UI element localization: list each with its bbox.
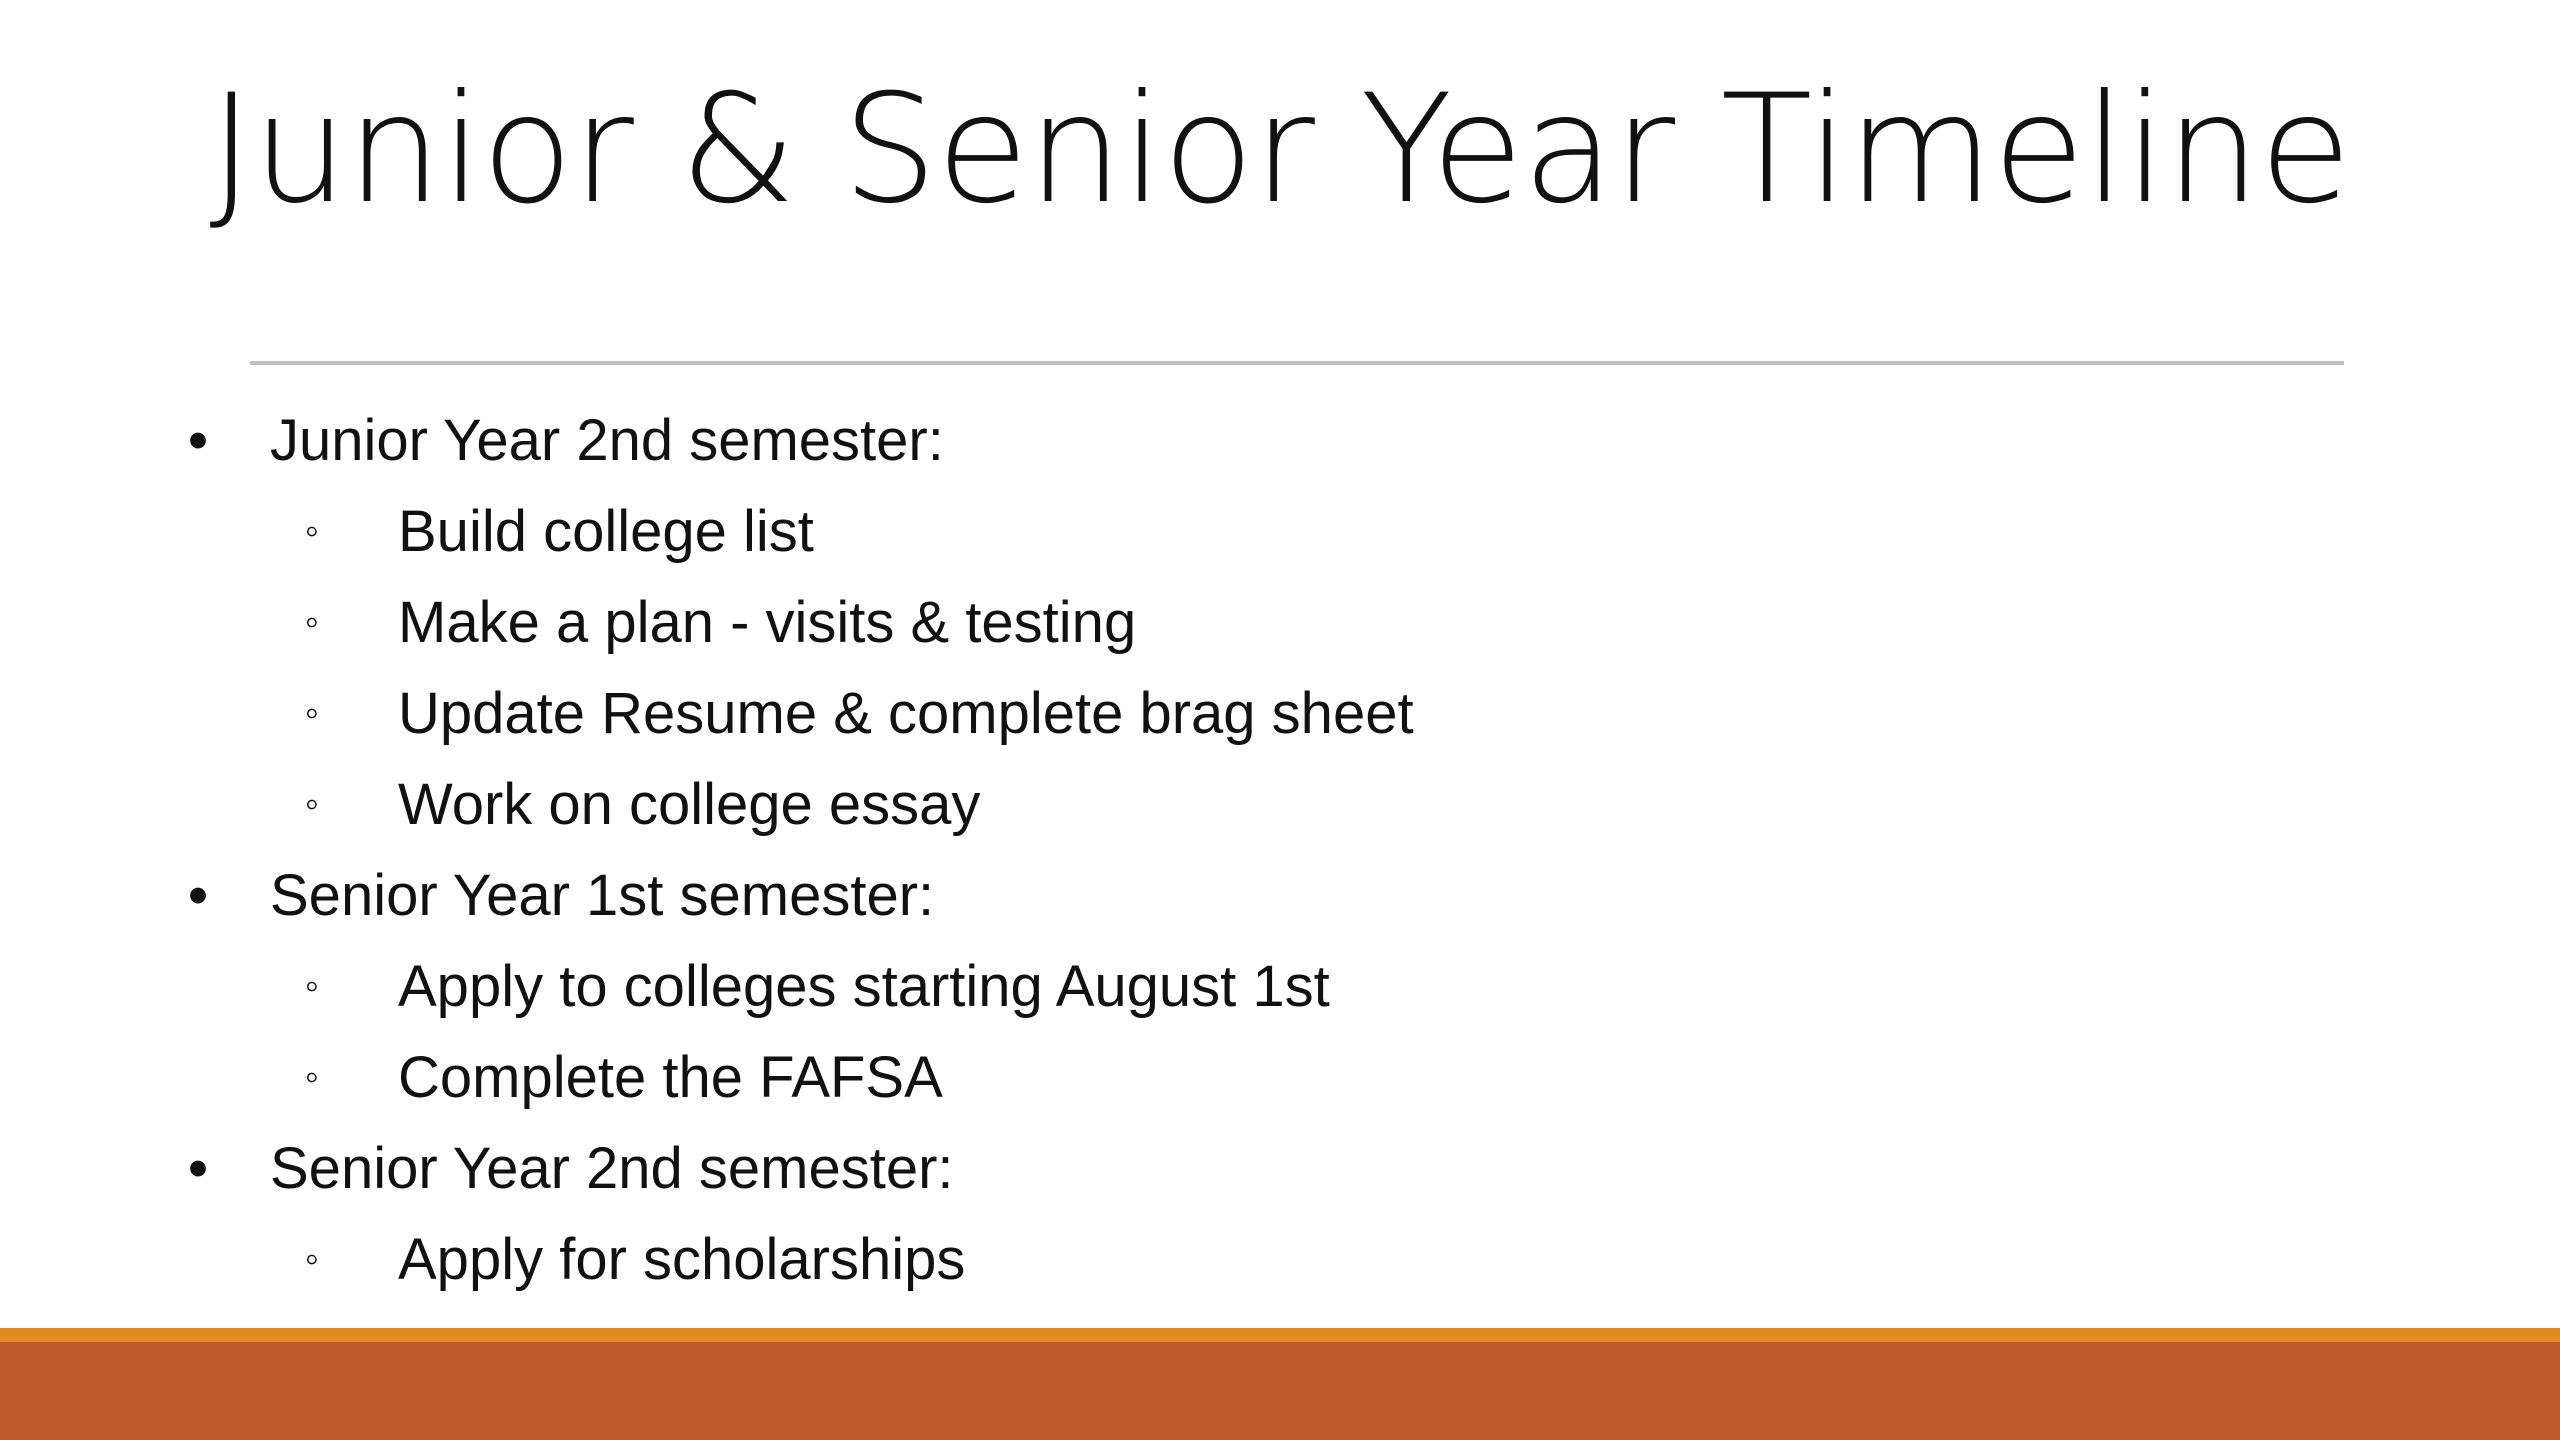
list-item-text: Complete the FAFSA <box>398 1045 943 1110</box>
section-junior-2nd-semester <box>0 395 2560 486</box>
sub-bullet-icon: ◦ <box>304 691 320 735</box>
sub-bullet-icon: ◦ <box>304 1237 320 1281</box>
list-item-text: Update Resume & complete brag sheet <box>398 681 1414 746</box>
list-item-text: Apply to colleges starting August 1st <box>398 954 1330 1019</box>
section-label: Senior Year 2nd semester: <box>270 1136 954 1201</box>
footer-accent-stripe <box>0 1328 2560 1342</box>
sub-bullet-icon: ◦ <box>304 600 320 644</box>
list-item <box>0 486 2560 577</box>
title-divider <box>250 361 2344 365</box>
slide-title: Junior & Senior Year Timeline <box>209 63 2351 237</box>
list-item <box>0 668 2560 759</box>
section-senior-2nd-semester <box>0 1123 2560 1214</box>
footer-bar <box>0 1342 2560 1440</box>
bullet-icon: • <box>187 863 209 928</box>
list-item <box>0 577 2560 668</box>
list-item <box>0 759 2560 850</box>
section-label: Senior Year 1st semester: <box>270 863 935 928</box>
section-senior-1st-semester <box>0 850 2560 941</box>
bullet-icon: • <box>187 408 209 473</box>
sub-bullet-icon: ◦ <box>304 509 320 553</box>
sub-bullet-icon: ◦ <box>304 1055 320 1099</box>
list-item-text: Make a plan - visits & testing <box>398 590 1137 655</box>
list-item <box>0 1032 2560 1123</box>
bullet-icon: • <box>187 1136 209 1201</box>
list-item <box>0 941 2560 1032</box>
timeline-outline <box>0 395 2560 1305</box>
list-item-text: Build college list <box>398 499 814 564</box>
list-item-text: Work on college essay <box>398 772 981 837</box>
section-label: Junior Year 2nd semester: <box>270 408 944 473</box>
sub-bullet-icon: ◦ <box>304 782 320 826</box>
list-item <box>0 1214 2560 1305</box>
sub-bullet-icon: ◦ <box>304 964 320 1008</box>
list-item-text: Apply for scholarships <box>398 1227 966 1292</box>
